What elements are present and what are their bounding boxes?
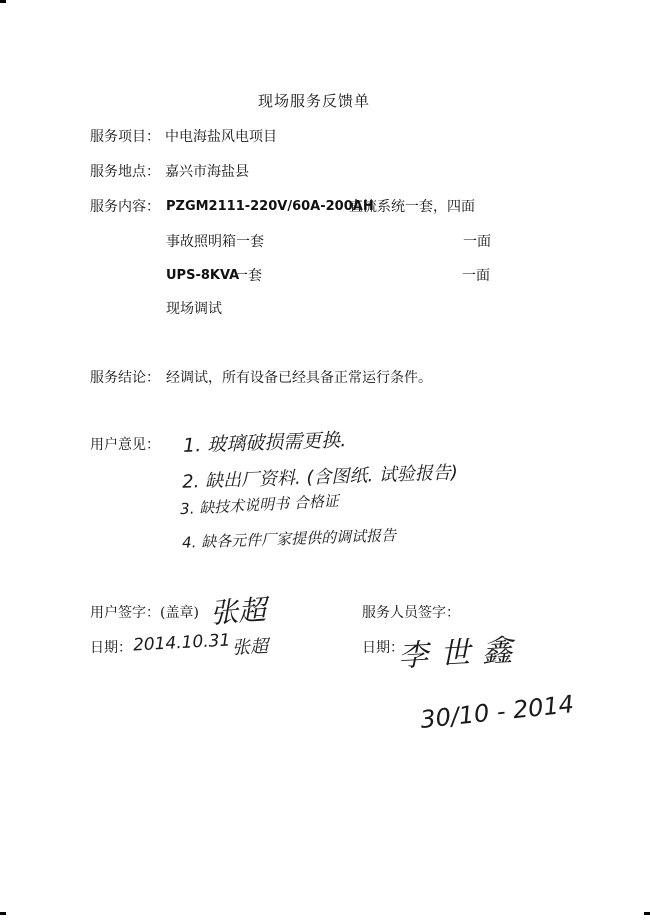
user-signature-label: 用户签字：(盖章) xyxy=(90,605,199,621)
content-label: 服务内容： xyxy=(90,199,160,215)
content-line1-text: 直流系统一套，四面 xyxy=(349,199,475,215)
user-date: 2014.10.31 xyxy=(132,630,231,656)
handwritten-opinion-4: 4. 缺各元件厂家提供的调试报告 xyxy=(181,526,397,552)
location-value: 嘉兴市海盐县 xyxy=(165,164,249,180)
staff-date: 30/10 - 2014 xyxy=(418,690,576,734)
project-value: 中电海盐风电项目 xyxy=(165,129,277,145)
scan-edge-mark xyxy=(0,0,6,3)
opinion-label: 用户意见： xyxy=(90,437,160,453)
staff-signature-label: 服务人员签字： xyxy=(362,605,460,621)
content-line2-qty: 一面 xyxy=(463,234,491,250)
staff-signature: 李世鑫 xyxy=(397,632,526,675)
project-label: 服务项目： xyxy=(90,129,160,145)
scan-edge-mark xyxy=(644,912,650,915)
staff-date-label: 日期： xyxy=(362,640,404,656)
content-line3-code: UPS-8KVA xyxy=(166,268,240,283)
content-line2-text: 事故照明箱一套 xyxy=(166,234,264,250)
content-line4-text: 现场调试 xyxy=(166,301,222,317)
conclusion-value: 经调试，所有设备已经具备正常运行条件。 xyxy=(166,370,432,386)
location-label: 服务地点： xyxy=(90,164,160,180)
user-date-label: 日期： xyxy=(90,640,132,656)
scan-edge-mark xyxy=(0,912,6,915)
handwritten-opinion-2: 2. 缺出厂资料. (含图纸. 试验报告) xyxy=(181,462,459,493)
user-signature: 张超 xyxy=(209,593,268,630)
handwritten-opinion-1: 1. 玻璃破损需更换. xyxy=(182,429,347,457)
content-line1-code: PZGM2111-220V/60A-200AH xyxy=(166,199,374,214)
content-line3-qty: 一面 xyxy=(462,268,490,284)
handwritten-opinion-3: 3. 缺技术说明书 合格证 xyxy=(179,491,340,519)
form-title: 现场服务反馈单 xyxy=(258,92,371,110)
conclusion-label: 服务结论： xyxy=(90,370,160,386)
content-line3-text: 一套 xyxy=(234,268,262,284)
user-date-signature: 张超 xyxy=(231,636,269,659)
